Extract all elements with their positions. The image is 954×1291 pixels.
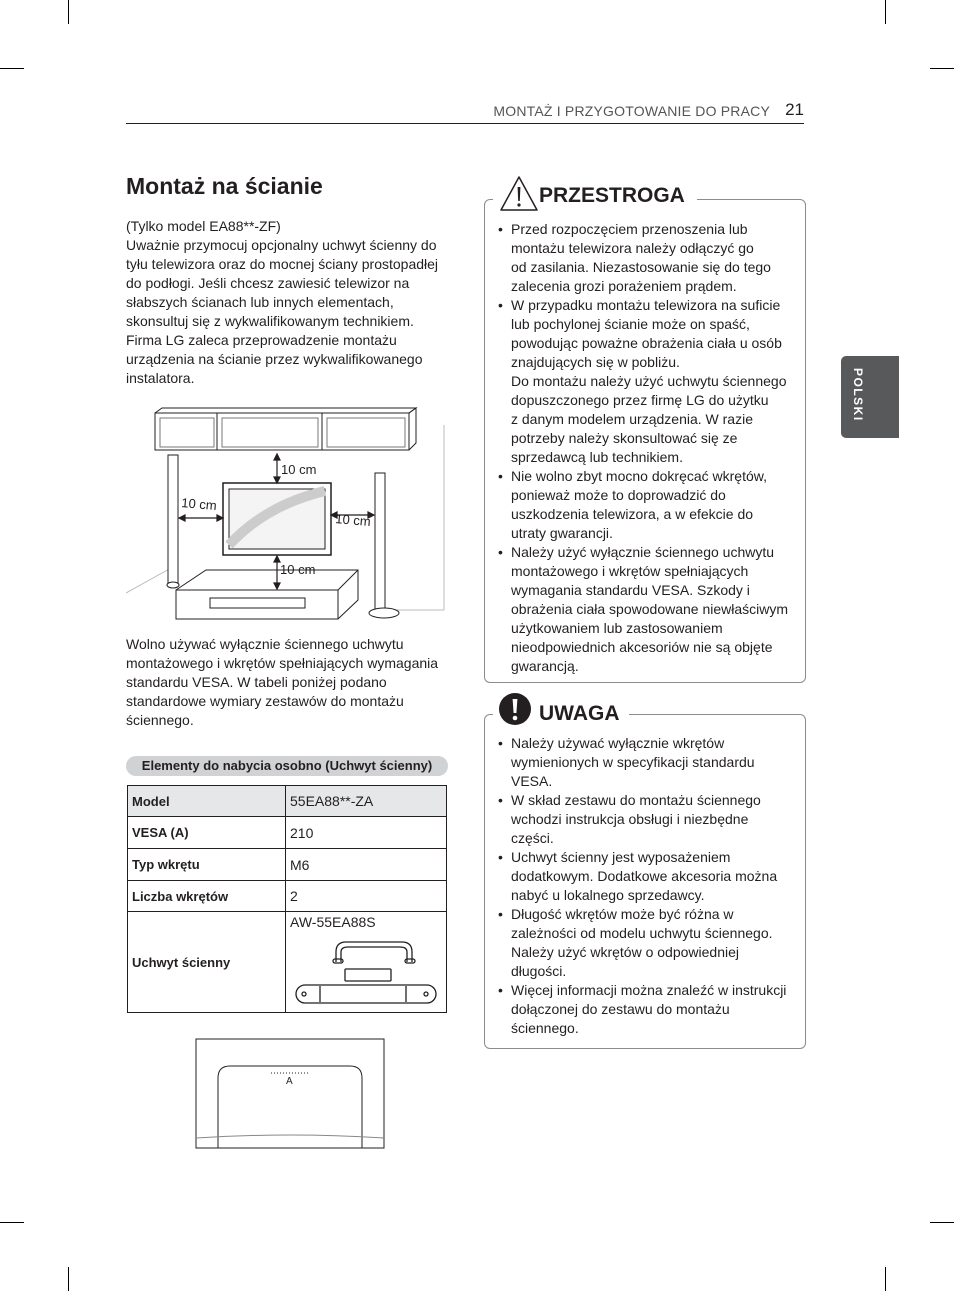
caution-line: • Należy użyć wyłącznie ściennego uchwytu: [511, 544, 775, 560]
caution-line: dopuszczonego przez firmę LG do użytku: [511, 392, 769, 408]
caution-header: [493, 174, 697, 212]
wall-bracket-image: [290, 930, 442, 1008]
table-label: VESA (A): [128, 817, 286, 849]
crop-mark: [0, 68, 24, 69]
intro-line: skonsultuj się z wykwalifikowanym technikiem.: [126, 313, 414, 329]
note-line: nabyć u lokalnego sprzedawcy.: [511, 887, 705, 903]
crop-mark: [68, 1267, 69, 1291]
note-line: Należy użyć wkrętów o odpowiedniej: [511, 944, 739, 960]
note-line: • Więcej informacji można znaleźć w instrukcji: [511, 982, 787, 998]
caution-line: montażu telewizora należy odłączyć go: [511, 240, 754, 256]
intro-line: Firma LG zaleca przeprowadzenie montażu: [126, 332, 397, 348]
caution-line: • W przypadku montażu telewizora na suficie: [511, 297, 781, 313]
note-item: [497, 791, 797, 848]
intro-line: słabszych ścianach lub innych elementach,: [126, 294, 394, 310]
caution-line: Do montażu należy użyć uchwytu ściennego: [511, 373, 787, 389]
vesa-line: Wolno używać wyłącznie ściennego uchwytu: [126, 636, 404, 652]
note-item: [497, 848, 797, 905]
crop-mark: [0, 1222, 24, 1223]
caution-line: zalecenia grozi porażeniem prądem.: [511, 278, 737, 294]
table-value: M6: [286, 849, 447, 881]
page-title: Montaż na ścianie: [126, 173, 323, 199]
table-value: 55EA88**-ZA: [286, 786, 447, 817]
spec-table: [127, 785, 447, 1013]
caution-box: [484, 184, 806, 683]
intro-line: tyłu telewizora oraz do mocnej ściany prostopadłej: [126, 256, 439, 272]
language-tab-label: POLSKI: [851, 368, 865, 422]
note-line: zależności od modelu uchwytu ściennego.: [511, 925, 773, 941]
model-note: (Tylko model EA88**-ZF): [126, 218, 281, 234]
table-value: 210: [286, 817, 447, 849]
section-title: MONTAŻ I PRZYGOTOWANIE DO PRACY: [493, 103, 770, 119]
intro-line: urządzenia na ścianie przez wykwalifikowanego: [126, 351, 423, 367]
caution-item: [497, 467, 797, 543]
caution-line: gwarancją.: [511, 658, 579, 674]
wall-clearance-diagram: [126, 405, 448, 630]
note-list: [497, 734, 797, 1038]
table-label: Liczba wkrętów: [128, 881, 286, 912]
table-row: [128, 881, 447, 912]
tv-back-diagram: [194, 1038, 386, 1150]
caution-item: [497, 220, 797, 296]
table-label: Model: [128, 786, 286, 817]
left-clearance-label: 10 cm: [180, 495, 218, 514]
caution-line: sprzedawcą lub technikiem.: [511, 449, 683, 465]
note-box: [484, 702, 806, 1049]
top-clearance-label: 10 cm: [281, 462, 317, 477]
caution-line: uszkodzenia telewizora, a w efekcie do: [511, 506, 754, 522]
table-row: [128, 912, 447, 1013]
caution-line: obrażenia ciała spowodowane niewłaściwym: [511, 601, 789, 617]
caution-item: [497, 296, 797, 467]
right-clearance-label: 10 cm: [334, 511, 372, 530]
table-row: [128, 786, 447, 817]
caution-list: [497, 220, 797, 676]
note-line: • W skład zestawu do montażu ściennego: [511, 792, 761, 808]
caution-line: ponieważ może to doprowadzić do: [511, 487, 726, 503]
caution-line: z danym modelem urządzenia. W razie: [511, 411, 753, 427]
intro-paragraph: [126, 217, 456, 388]
caution-line: • Przed rozpoczęciem przenoszenia lub: [511, 221, 748, 237]
note-line: długości.: [511, 963, 567, 979]
caution-line: potrzeby należy skonsultować się ze: [511, 430, 738, 446]
vesa-line: montażowego i wkrętów spełniających wymagania: [126, 655, 439, 671]
caution-line: nieodpowiednich akcesoriów nie są objęte: [511, 639, 773, 655]
crop-mark: [885, 1267, 886, 1291]
note-line: części.: [511, 830, 554, 846]
note-line: ściennego.: [511, 1020, 579, 1036]
table-caption: Elementy do nabycia osobno (Uchwyt ścienny): [126, 756, 448, 776]
page-number: 21: [785, 100, 804, 119]
caution-line: montażowego i wkrętów spełniających: [511, 563, 749, 579]
note-header: [493, 692, 629, 730]
caution-line: znajdujących się w pobliżu.: [511, 354, 680, 370]
note-line: dołączonej do zestawu do montażu: [511, 1001, 730, 1017]
note-line: • Długość wkrętów może być różna w: [511, 906, 734, 922]
note-item: [497, 905, 797, 981]
caution-line: lub pochylonej ścianie może on spaść,: [511, 316, 750, 332]
caution-line: od zasilania. Niezastosowanie się do tego: [511, 259, 771, 275]
note-line: • Należy używać wyłącznie wkrętów: [511, 735, 725, 751]
caution-line: użytkowaniem lub zastosowaniem: [511, 620, 723, 636]
crop-mark: [930, 1222, 954, 1223]
vesa-line: standardowe wymiary zestawów do montażu: [126, 693, 404, 709]
intro-line: Uważnie przymocuj opcjonalny uchwyt ścienny do: [126, 237, 437, 253]
note-line: dodatkowym. Dodatkowe akcesoria można: [511, 868, 778, 884]
language-tab: [841, 356, 899, 438]
table-value: AW-55EA88S: [290, 914, 376, 930]
crop-mark: [885, 0, 886, 24]
page-header: [126, 101, 804, 124]
table-row: [128, 817, 447, 849]
vesa-paragraph: [126, 635, 456, 730]
crop-mark: [930, 68, 954, 69]
exclamation-icon: [498, 692, 532, 726]
warning-icon: [497, 174, 541, 214]
crop-mark: [68, 0, 69, 24]
note-title: UWAGA: [539, 702, 620, 725]
caution-item: [497, 543, 797, 676]
caution-line: powodując poważne obrażenia ciała u osób: [511, 335, 782, 351]
intro-line: instalatora.: [126, 370, 195, 386]
vesa-line: standardu VESA. W tabeli poniżej podano: [126, 674, 387, 690]
note-item: [497, 981, 797, 1038]
note-line: • Uchwyt ścienny jest wyposażeniem: [511, 849, 731, 865]
vesa-line: ściennego.: [126, 712, 194, 728]
note-line: VESA.: [511, 773, 553, 789]
caution-title: PRZESTROGA: [539, 184, 685, 207]
caution-line: • Nie wolno zbyt mocno dokręcać wkrętów,: [511, 468, 767, 484]
table-row: [128, 849, 447, 881]
bottom-clearance-label: 10 cm: [280, 562, 316, 577]
note-line: wymienionych w specyfikacji standardu: [511, 754, 755, 770]
note-item: [497, 734, 797, 791]
table-label: Typ wkrętu: [128, 849, 286, 881]
note-line: wchodzi instrukcja obsługi i niezbędne: [511, 811, 749, 827]
caution-line: wymagania standardu VESA. Szkody i: [511, 582, 750, 598]
intro-line: do podłogi. Jeśli chcesz zawiesić telewizor na: [126, 275, 410, 291]
table-label: Uchwyt ścienny: [128, 912, 286, 1013]
caution-line: utraty gwarancji.: [511, 525, 613, 541]
vesa-a-label: A: [286, 1076, 293, 1087]
table-value: 2: [286, 881, 447, 912]
